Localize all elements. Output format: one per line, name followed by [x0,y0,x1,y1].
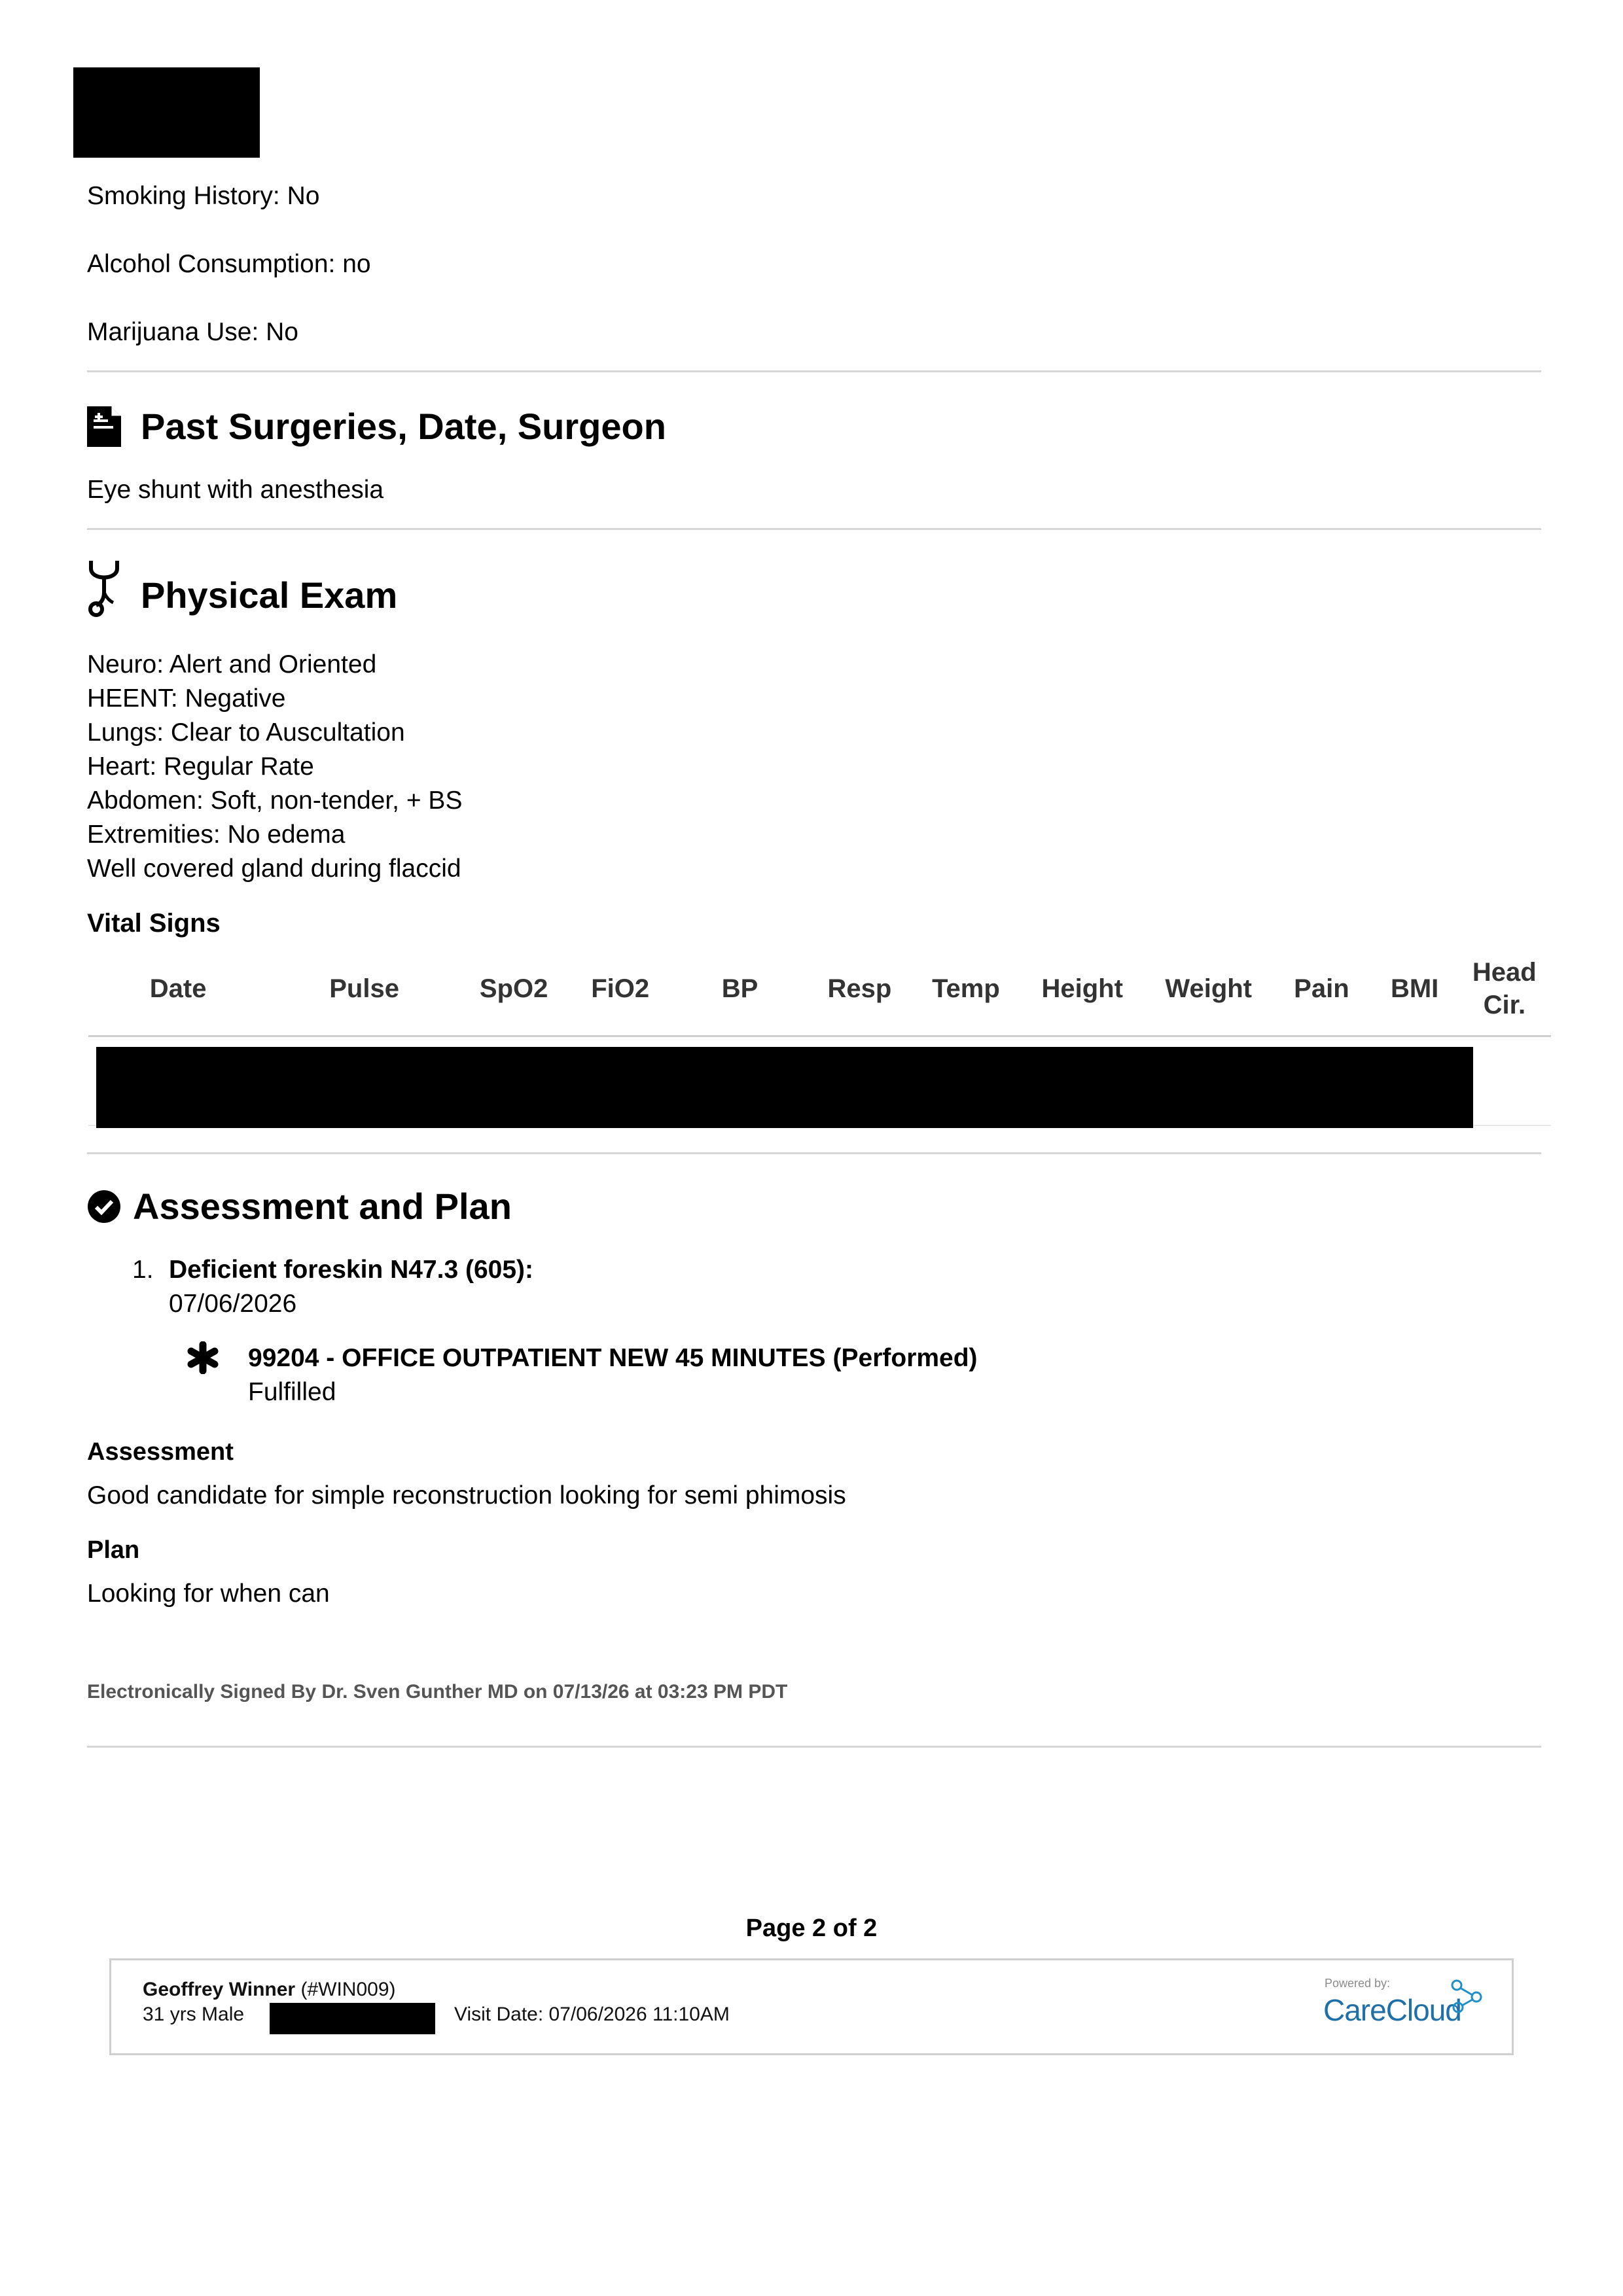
check-circle-icon [87,1190,121,1224]
stethoscope-icon [87,558,121,617]
page-number: Page 2 of 2 [745,1915,878,1942]
col-pulse: Pulse [268,949,461,1036]
logo-powered-by: Powered by: [1325,1977,1391,1990]
col-temp: Temp [913,949,1020,1036]
exam-line: Lungs: Clear to Auscultation [87,718,405,747]
physical-exam-findings [87,648,462,886]
procedure-item [187,1341,978,1409]
assessment-label: Assessment [87,1438,234,1466]
col-bp: BP [673,949,806,1036]
patient-name: Geoffrey Winner [143,1979,296,2000]
col-fio2: FiO2 [567,949,673,1036]
divider [87,528,1541,530]
diagnosis-number: 1. [132,1256,154,1284]
exam-line: Neuro: Alert and Oriented [87,650,377,679]
carecloud-logo [1322,1976,1492,2041]
vital-signs-label: Vital Signs [87,909,221,938]
patient-footer [109,1958,1514,2055]
visit-date: Visit Date: 07/06/2026 11:10AM [454,2004,730,2025]
divider [87,370,1541,372]
physical-exam-header [87,558,397,617]
diagnosis-item [132,1253,533,1321]
assessment-text: Good candidate for simple reconstruction looking for semi phimosis [87,1481,846,1510]
patient-demographics: 31 yrs Male [143,2004,245,2025]
assessment-plan-title: Assessment and Plan [133,1186,512,1227]
past-surgeries-header [87,406,666,448]
diagnosis-name: Deficient foreskin N47.3 (605): [169,1256,534,1284]
document-icon [87,406,121,447]
exam-line: Extremities: No edema [87,821,346,849]
exam-line: HEENT: Negative [87,684,286,713]
past-surgeries-text: Eye shunt with anesthesia [87,476,384,504]
exam-line: Heart: Regular Rate [87,752,314,781]
divider [87,1152,1541,1154]
smoking-history: Smoking History: No [87,182,320,210]
col-weight: Weight [1145,949,1272,1036]
vital-signs-header-row [88,949,1551,1036]
plan-text: Looking for when can [87,1580,330,1608]
plan-label: Plan [87,1536,140,1564]
col-spo2: SpO2 [461,949,567,1036]
electronic-signature: Electronically Signed By Dr. Sven Gunther MD on 07/13/26 at 03:23 PM PDT [87,1681,788,1703]
patient-name-line [143,1977,396,2002]
col-date: Date [88,949,268,1036]
logo-text: CareCloud [1323,1993,1461,2027]
asterisk-icon [187,1341,248,1409]
col-head-cir: Head Cir. [1458,949,1551,1036]
redacted-dob [270,2003,435,2034]
procedure-status: Fulfilled [248,1378,336,1406]
col-bmi: BMI [1372,949,1458,1036]
exam-line: Abdomen: Soft, non-tender, + BS [87,786,463,815]
redacted-header-block [73,67,260,158]
exam-line: Well covered gland during flaccid [87,855,461,883]
procedure-name: 99204 - OFFICE OUTPATIENT NEW 45 MINUTES (Performed) [248,1344,978,1372]
col-height: Height [1019,949,1145,1036]
assessment-plan-header [87,1186,512,1227]
marijuana-use: Marijuana Use: No [87,318,298,346]
diagnosis-date: 07/06/2026 [169,1290,297,1318]
col-pain: Pain [1272,949,1371,1036]
col-resp: Resp [806,949,913,1036]
patient-id: (#WIN009) [300,1979,396,2000]
divider [87,1746,1541,1748]
past-surgeries-title: Past Surgeries, Date, Surgeon [141,406,666,447]
physical-exam-title: Physical Exam [141,574,398,616]
logo-nodes-icon [1448,1979,1484,2019]
redacted-vitals-row [96,1047,1473,1128]
alcohol-consumption: Alcohol Consumption: no [87,250,371,278]
